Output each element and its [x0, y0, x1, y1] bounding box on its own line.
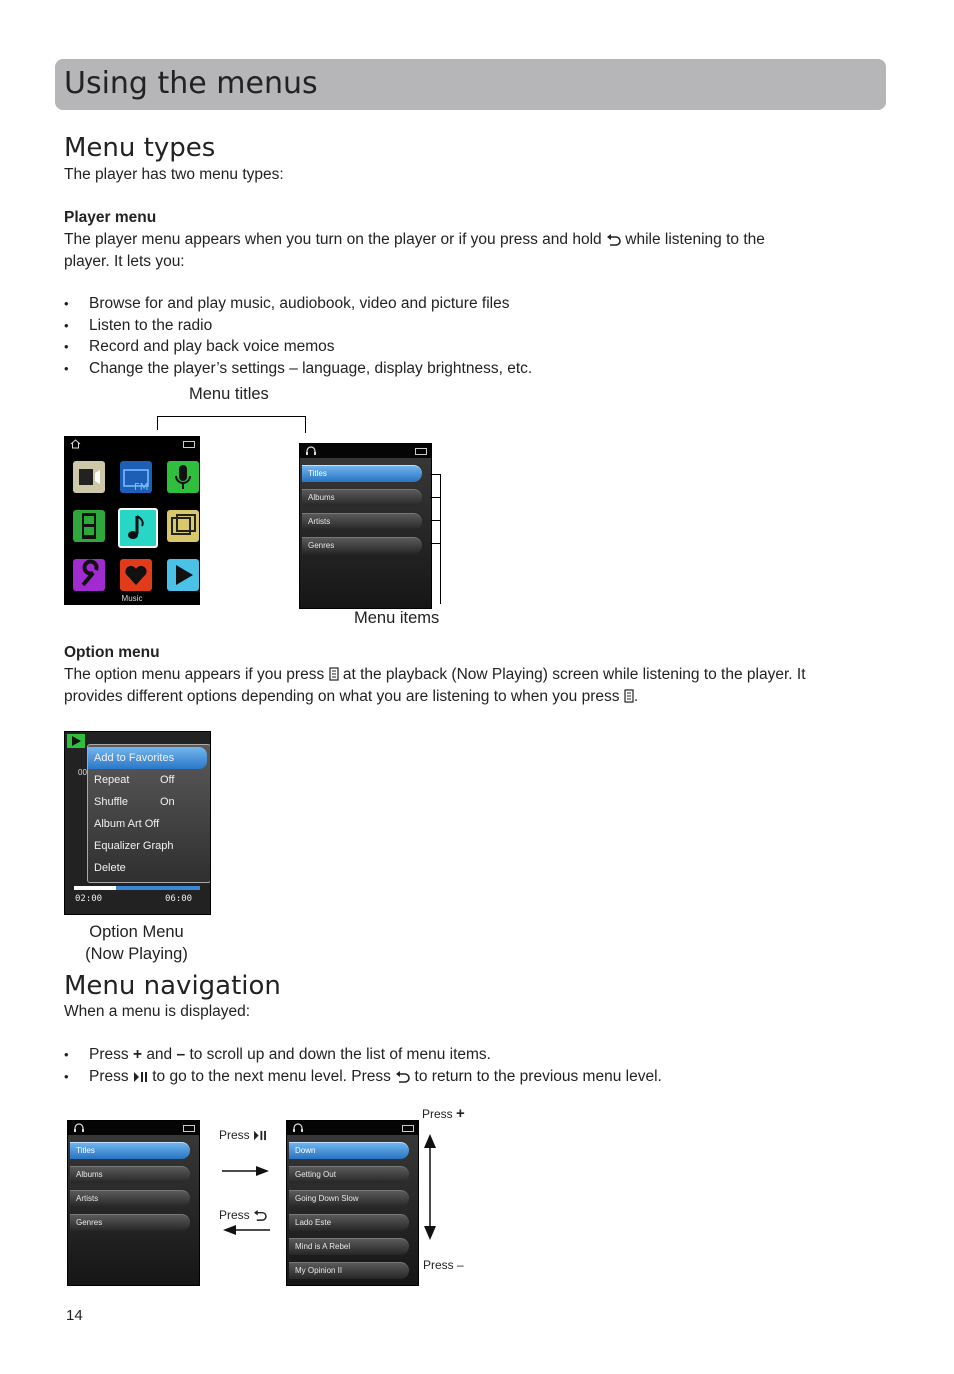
menu-item[interactable]: Artists [70, 1190, 190, 1207]
option-menu-paragraph: The option menu appears if you press at the playback (Now Playing) screen while listening to the player. It provides different options depending on what you are listening to when you press . [64, 666, 806, 705]
bracket-line [440, 474, 441, 604]
music-icon[interactable] [118, 508, 158, 548]
progress-fill [74, 886, 116, 890]
list-item: • Press + and – to scroll up and down the list of menu items. [64, 1044, 662, 1066]
music-menu-screen [299, 443, 432, 609]
press-back-label: Press [219, 1208, 267, 1222]
audiobook-icon[interactable] [73, 461, 105, 493]
option-menu-panel [87, 744, 211, 883]
option-menu-screen [64, 731, 211, 915]
arrow-up-down-icon [422, 1134, 438, 1240]
bracket-tick [430, 543, 441, 544]
battery-icon [183, 1125, 195, 1132]
battery-icon [415, 448, 427, 455]
headphones-icon [292, 1123, 304, 1133]
option-menu-heading: Option menu [64, 644, 160, 661]
menu-navigation-heading: Menu navigation [64, 971, 281, 1001]
option-item-repeat[interactable]: Repeat Off [94, 774, 175, 786]
option-item-delete[interactable]: Delete [94, 862, 126, 874]
home-icon [70, 439, 81, 449]
time-elapsed: 02:00 [75, 894, 103, 904]
microphone-icon[interactable] [167, 461, 199, 493]
pictures-icon[interactable] [167, 510, 199, 542]
bracket-tick [430, 520, 441, 521]
navigation-screen-titles [67, 1120, 200, 1286]
press-next-label: Press [219, 1128, 267, 1142]
bracket-tick [430, 497, 441, 498]
play-pause-icon [253, 1130, 267, 1141]
menu-titles-label: Menu titles [189, 385, 269, 403]
time-total: 06:00 [165, 894, 193, 904]
callout-line [157, 416, 158, 430]
menu-types-intro: The player has two menu types: [64, 166, 284, 183]
menu-list-icon [624, 689, 634, 703]
menu-item[interactable]: Down [289, 1142, 409, 1159]
menu-item[interactable]: Genres [70, 1214, 190, 1231]
menu-list-icon [329, 667, 339, 681]
side-text: 00 [78, 768, 87, 777]
headphones-icon [73, 1123, 85, 1133]
svg-text:FM: FM [134, 482, 149, 493]
play-indicator [67, 734, 85, 748]
list-item: • Browse for and play music, audiobook, video and picture files [64, 293, 532, 315]
now-playing-icon[interactable] [167, 559, 199, 591]
battery-icon [183, 441, 195, 448]
option-item-equalizer[interactable]: Equalizer Graph [94, 840, 174, 852]
settings-wrench-icon[interactable] [73, 559, 105, 591]
list-item: • Press to go to the next menu level. Press to return to the previous menu level. [64, 1066, 662, 1088]
menu-item[interactable]: Titles [70, 1142, 190, 1159]
list-item: • Change the player’s settings – language, display brightness, etc. [64, 358, 532, 380]
menu-navigation-intro: When a menu is displayed: [64, 1003, 251, 1020]
back-icon [395, 1070, 410, 1083]
radio-fm-icon[interactable] [120, 461, 152, 493]
arrow-right-icon [222, 1164, 270, 1178]
menu-item[interactable]: Genres [302, 537, 422, 554]
page-title: Using the menus [64, 66, 318, 101]
video-icon[interactable] [73, 510, 105, 542]
player-menu-bullets [64, 293, 532, 380]
option-item-shuffle[interactable]: Shuffle On [94, 796, 175, 808]
menu-item[interactable]: Mind is A Rebel [289, 1238, 409, 1255]
bracket-tick [430, 474, 441, 475]
battery-icon [402, 1125, 414, 1132]
menu-items-label: Menu items [354, 609, 440, 627]
home-caption: Music [121, 594, 143, 603]
navigation-bullets [64, 1044, 662, 1087]
menu-item[interactable]: Albums [302, 489, 422, 506]
menu-item[interactable]: Artists [302, 513, 422, 530]
press-minus-label: Press – [423, 1258, 464, 1272]
list-item: • Listen to the radio [64, 315, 532, 337]
option-menu-caption: Option Menu (Now Playing) [85, 923, 188, 963]
menu-item[interactable]: Titles [302, 465, 422, 482]
option-item-album-art[interactable]: Album Art Off [94, 818, 160, 830]
press-plus-label: Press + [422, 1105, 465, 1122]
menu-item[interactable]: My Opinion II [289, 1262, 409, 1279]
menu-types-heading: Menu types [64, 133, 216, 163]
callout-line [305, 416, 306, 433]
back-icon [606, 233, 621, 246]
headphones-icon [305, 446, 317, 456]
menu-item[interactable]: Going Down Slow [289, 1190, 409, 1207]
player-menu-heading: Player menu [64, 209, 157, 226]
progress-bar [74, 886, 200, 890]
favorites-heart-icon[interactable] [120, 559, 152, 591]
list-item: • Record and play back voice memos [64, 336, 532, 358]
callout-line [157, 416, 305, 417]
navigation-screen-songs [286, 1120, 419, 1286]
arrow-left-icon [222, 1223, 270, 1237]
page-number: 14 [66, 1307, 83, 1324]
option-item-add-to-favorites[interactable]: Add to Favorites [88, 747, 207, 769]
menu-item[interactable]: Getting Out [289, 1166, 409, 1183]
menu-item[interactable]: Albums [70, 1166, 190, 1183]
back-icon [253, 1209, 267, 1221]
player-menu-paragraph: The player menu appears when you turn on the player or if you press and hold while listening to the player. It lets you: [64, 231, 765, 270]
play-pause-icon [133, 1071, 148, 1083]
menu-item[interactable]: Lado Este [289, 1214, 409, 1231]
home-screen [64, 436, 200, 605]
